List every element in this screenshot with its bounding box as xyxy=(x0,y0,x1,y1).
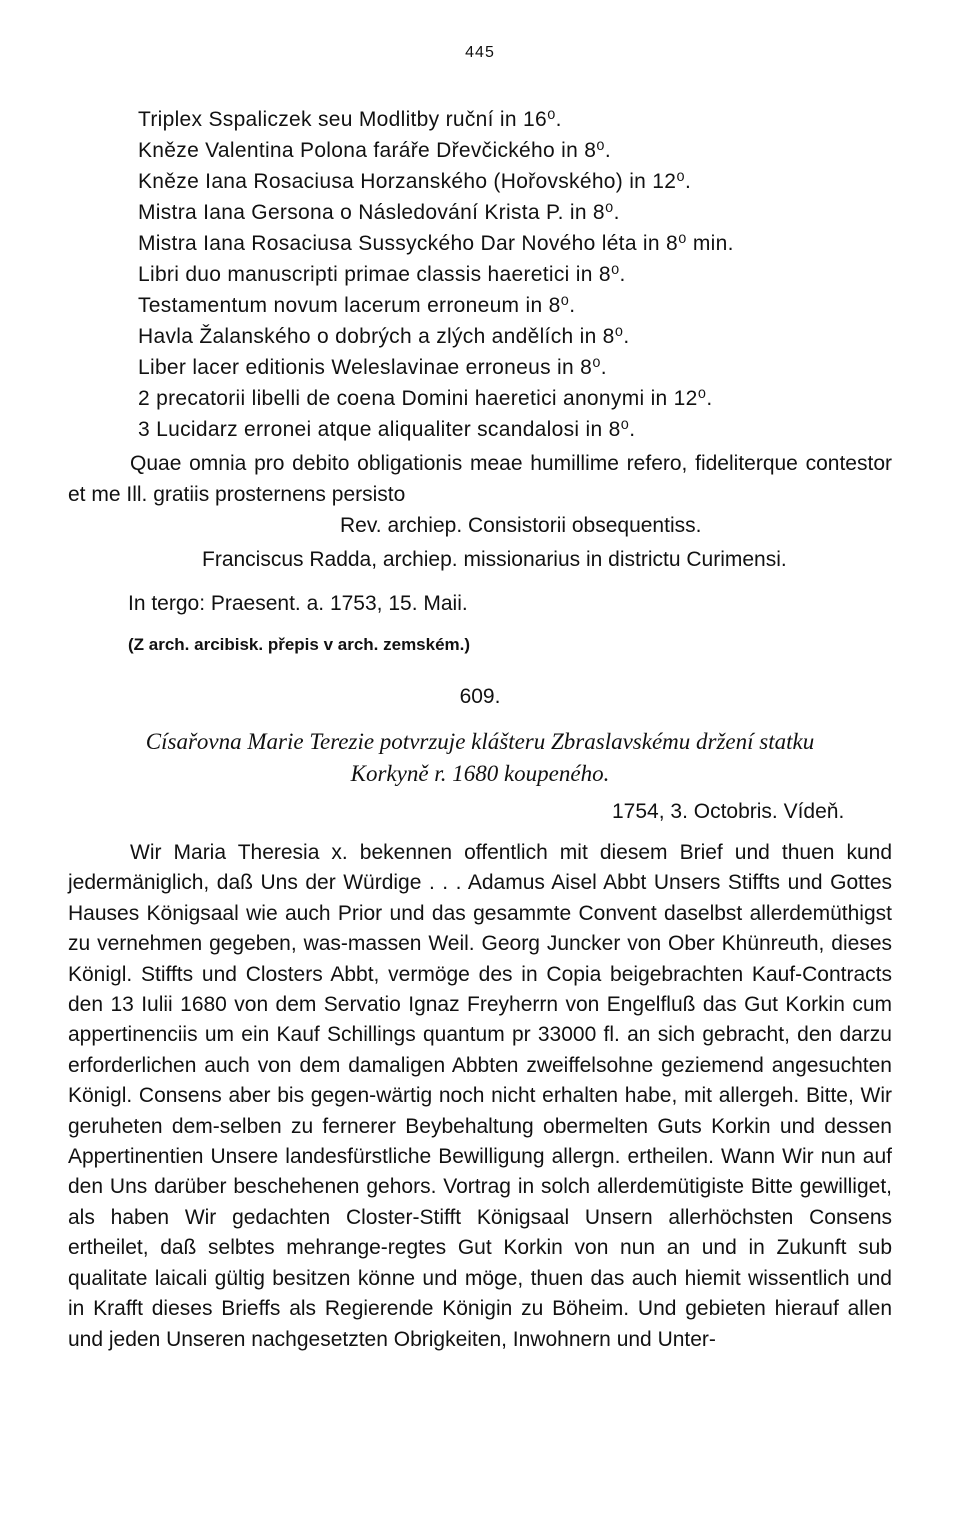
source-note: (Z arch. arcibisk. přepis v arch. zemském.) xyxy=(128,635,471,654)
page-number: 445 xyxy=(465,44,495,61)
in-tergo-note: In tergo: Praesent. a. 1753, 15. Maii. xyxy=(128,592,468,615)
document-heading xyxy=(60,726,900,790)
signature-line-2: Franciscus Radda, archiep. missionarius in districtu Curimensi. xyxy=(202,548,787,571)
list-item: Kněze Valentina Polona faráře Dřevčického in 8⁰. xyxy=(138,139,612,162)
list-item: 2 precatorii libelli de coena Domini haeretici anonymi in 12⁰. xyxy=(138,387,713,410)
closing-paragraph: Quae omnia pro debito obligationis meae humillime refero, fideliterque contestor et me Ill. gratiis prosternens persisto xyxy=(68,452,892,506)
list-item: Kněze Iana Rosaciusa Horzanského (Hořovského) in 12⁰. xyxy=(138,170,692,193)
list-item: Triplex Sspaliczek seu Modlitby ruční in 16⁰. xyxy=(138,108,562,131)
dateline: 1754, 3. Octobris. Vídeň. xyxy=(612,800,845,823)
signature-line-1: Rev. archiep. Consistorii obsequentiss. xyxy=(340,514,702,537)
list-item: Liber lacer editionis Weleslavinae erroneus in 8⁰. xyxy=(138,356,607,379)
list-item: Havla Žalanského o dobrých a zlých andělích in 8⁰. xyxy=(138,325,630,348)
book-list xyxy=(138,104,928,445)
list-item: Mistra Iana Gersona o Následování Krista P. in 8⁰. xyxy=(138,201,620,224)
heading-line-2: Korkyně r. 1680 koupeného. xyxy=(350,761,610,786)
list-item: Libri duo manuscripti primae classis haeretici in 8⁰. xyxy=(138,263,626,286)
list-item: Testamentum novum lacerum erroneum in 8⁰. xyxy=(138,294,576,317)
list-item: Mistra Iana Rosaciusa Sussyckého Dar Nového léta in 8⁰ min. xyxy=(138,232,734,255)
heading-line-1: Císařovna Marie Terezie potvrzuje klášteru Zbraslavskému držení statku xyxy=(145,729,815,754)
document-number: 609. xyxy=(459,685,501,708)
body-text: Wir Maria Theresia x. bekennen offentlich mit diesem Brief und thuen kund jedermäniglich, daß Uns der Würdige . . . Adamus Aisel Abbt Unsers Stiffts und Gottes Hauses Königsaal wie auch Prior und das gesammte Convent daselbst allerdemüthigst zu vernehmen gegeben, was-massen Weil. Georg Juncker von Ober Khünreuth, dieses Königl. Stiffts und Closters Abbt, vermöge des in Copia beigebrachten Kauf-Contracts den 13 Iulii 1680 von dem Servatio Ignaz Freyherrn von Engelfluß das Gut Korkin cum appertinenciis um ein Kauf Schillings quantum pr 33000 fl. an sich gebracht, den darzu erforderlichen auch von dem damaligen Abbten zweiffelsohne geziemend angesuchten Königl. Consens aber bis gegen-wärtig noch nicht erhalten habe, mit allergeh. Bitte, Wir geruheten dem-selben zu fernerer Beybehaltung obermelten Guts Korkin und dessen Appertinentien Unsere landesfürstliche Bewilligung allergn. ertheilen. Wann Wir nun auf den Uns darüber beschehenen gehors. Vortrag in solch allerdemütigiste Bitte gewilliget, als haben Wir gedachten Closter-Stifft Königsaal Unsern allerhöchsten Consens ertheilet, daß selbtes mehrange-regtes Gut Korkin von nun an und in Zukunft sub qualitate laicali gültig besitzen könne und möge, thuen das auch hiemit wissentlich und in Krafft dieses Brieffs als Regierende Königin zu Böheim. Und gebieten hierauf allen und jeden Unseren nachgesetzten Obrigkeiten, Inwohnern und Unter- xyxy=(68,841,892,1351)
list-item: 3 Lucidarz erronei atque aliqualiter scandalosi in 8⁰. xyxy=(138,418,636,441)
